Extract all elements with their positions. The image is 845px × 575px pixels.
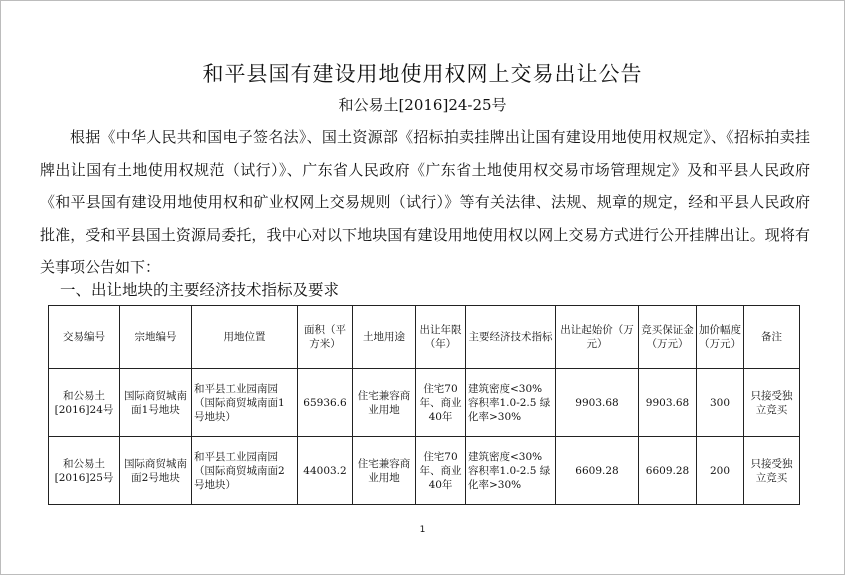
header-remarks: 备注 [744, 306, 800, 369]
increment-cell: 300 [697, 369, 744, 437]
land-parcel-table [48, 305, 800, 505]
table-row [49, 369, 800, 437]
land-use-cell: 住宅兼容商业用地 [353, 369, 416, 437]
area-cell: 44003.2 [298, 437, 353, 505]
start-price-cell: 9903.68 [556, 369, 639, 437]
indicators-cell: 建筑密度<30% 容积率1.0-2.5 绿化率>30% [466, 437, 556, 505]
location-cell: 和平县工业园南园（国际商贸城南面2号地块） [192, 437, 298, 505]
intro-paragraph: 根据《中华人民共和国电子签名法》、国土资源部《招标拍卖挂牌出让国有建设用地使用权规定》、《招标拍卖挂牌出让国有土地使用权规范（试行）》、广东省人民政府《广东省土地使用权交易市场管理规定》及和平县人民政府《和平县国有建设用地使用权和矿业权网上交易规则（试行）》等有关法律、法规、规章的规定，经和平县人民政府批准，受和平县国土资源局委托，我中心对以下地块国有建设用地使用权以网上交易方式进行公开挂牌出让。现将有关事项公告如下： [40, 128, 810, 276]
header-term: 出让年限（年） [416, 306, 466, 369]
document-number: 和公易土[2016]24-25号 [338, 96, 507, 114]
section-heading: 一、出让地块的主要经济技术指标及要求 [60, 281, 340, 299]
deposit-cell: 9903.68 [639, 369, 697, 437]
indicators-cell: 建筑密度<30% 容积率1.0-2.5 绿化率>30% [466, 369, 556, 437]
land-use-cell: 住宅兼容商业用地 [353, 437, 416, 505]
header-trade-no: 交易编号 [49, 306, 120, 369]
trade-no-cell: 和公易土[2016]25号 [49, 437, 120, 505]
deposit-cell: 6609.28 [639, 437, 697, 505]
trade-no-cell: 和公易土[2016]24号 [49, 369, 120, 437]
document-title: 和平县国有建设用地使用权网上交易出让公告 [202, 62, 643, 86]
area-cell: 65936.6 [298, 369, 353, 437]
header-deposit: 竞买保证金（万元） [639, 306, 697, 369]
term-cell: 住宅70年、商业40年 [416, 369, 466, 437]
table-row [49, 437, 800, 505]
remarks-cell: 只接受独立竞买 [744, 369, 800, 437]
table-header-row [49, 306, 800, 369]
header-increment: 加价幅度（万元） [697, 306, 744, 369]
term-cell: 住宅70年、商业40年 [416, 437, 466, 505]
remarks-cell: 只接受独立竞买 [744, 437, 800, 505]
page-number: 1 [419, 525, 426, 535]
header-indicators: 主要经济技术指标 [466, 306, 556, 369]
parcel-no-cell: 国际商贸城南面2号地块 [120, 437, 192, 505]
parcel-no-cell: 国际商贸城南面1号地块 [120, 369, 192, 437]
header-parcel-no: 宗地编号 [120, 306, 192, 369]
location-cell: 和平县工业园南园（国际商贸城南面1号地块） [192, 369, 298, 437]
start-price-cell: 6609.28 [556, 437, 639, 505]
header-location: 用地位置 [192, 306, 298, 369]
header-area: 面积（平方米） [298, 306, 353, 369]
header-start-price: 出让起始价（万元） [556, 306, 639, 369]
header-land-use: 土地用途 [353, 306, 416, 369]
increment-cell: 200 [697, 437, 744, 505]
